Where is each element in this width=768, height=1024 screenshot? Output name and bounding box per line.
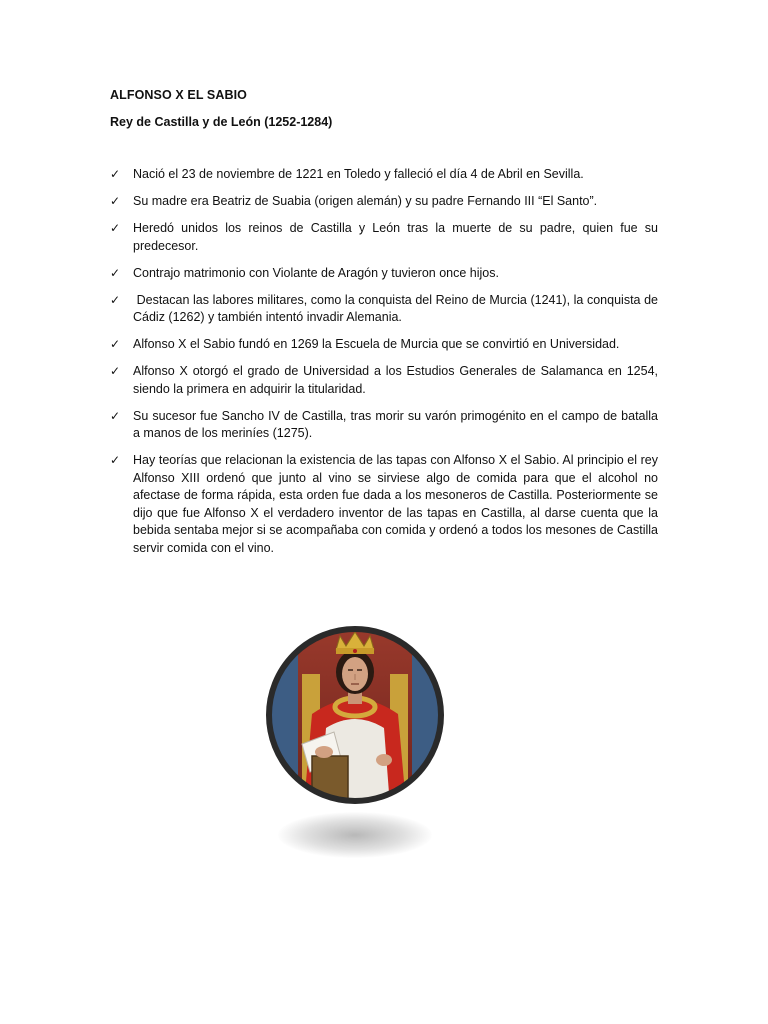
document-subtitle: Rey de Castilla y de León (1252-1284): [110, 115, 333, 129]
document-title: ALFONSO X EL SABIO: [110, 88, 247, 102]
checkmark-icon: ✓: [110, 194, 121, 208]
list-item: [110, 292, 662, 327]
list-item-text: Alfonso X el Sabio fundó en 1269 la Escuela de Murcia que se convirtió en Universidad.: [133, 337, 620, 351]
list-item: [110, 336, 658, 354]
checkmark-icon: ✓: [110, 408, 121, 423]
checkmark-icon: ✓: [110, 364, 121, 378]
list-item-text: Su sucesor fue Sancho IV de Castilla, tras morir su varón primogénito en el campo de batalla a manos de los meriníes (1275).: [133, 408, 658, 440]
list-item-text: Hay teorías que relacionan la existencia de las tapas con Alfonso X el Sabio. Al principio el rey Alfonso XIII ordenó que junto al vino se sirviese algo de comida para que el alcohol no afectase de forma rápida, esta orden fue dada a los mesoneros de Castilla. Posteriormente se dijo que fue Alfonso X el verdadero inventor de las tapas en Castilla, al darse cuenta que la bebida sentaba mejor si se acompañaba con comida y ordenó a todos los mesones de Castilla servir comida con el vino.: [133, 453, 658, 555]
portrait-shadow: [278, 812, 432, 858]
checkmark-icon: ✓: [110, 265, 121, 280]
list-item: [110, 363, 658, 398]
list-item: [110, 408, 658, 443]
fact-list: [110, 166, 662, 567]
checkmark-icon: ✓: [110, 337, 121, 351]
checkmark-icon: ✓: [110, 221, 121, 235]
checkmark-icon: ✓: [110, 292, 121, 307]
list-item-text: Destacan las labores militares, como la conquista del Reino de Murcia (1241), la conquista de Cádiz (1262) y también intentó invadir Alemania.: [133, 292, 662, 324]
portrait-image: [264, 624, 446, 806]
checkmark-icon: ✓: [110, 453, 121, 467]
king-portrait-icon: [264, 624, 446, 806]
list-item-text: Su madre era Beatriz de Suabia (origen alemán) y su padre Fernando III “El Santo”.: [133, 194, 598, 208]
checkmark-icon: ✓: [110, 167, 121, 181]
list-item-text: Heredó unidos los reinos de Castilla y León tras la muerte de su padre, quien fue su predecesor.: [133, 221, 658, 253]
list-item: [110, 166, 658, 184]
list-item-text: Alfonso X otorgó el grado de Universidad a los Estudios Generales de Salamanca en 1254, siendo la primera en adquirir la titularidad.: [133, 364, 658, 396]
list-item: [110, 193, 658, 211]
list-item: [110, 220, 658, 255]
list-item: [110, 452, 658, 557]
list-item: [110, 265, 658, 283]
list-item-text: Contrajo matrimonio con Violante de Aragón y tuvieron once hijos.: [133, 265, 499, 280]
list-item-text: Nació el 23 de noviembre de 1221 en Toledo y falleció el día 4 de Abril en Sevilla.: [133, 167, 584, 181]
